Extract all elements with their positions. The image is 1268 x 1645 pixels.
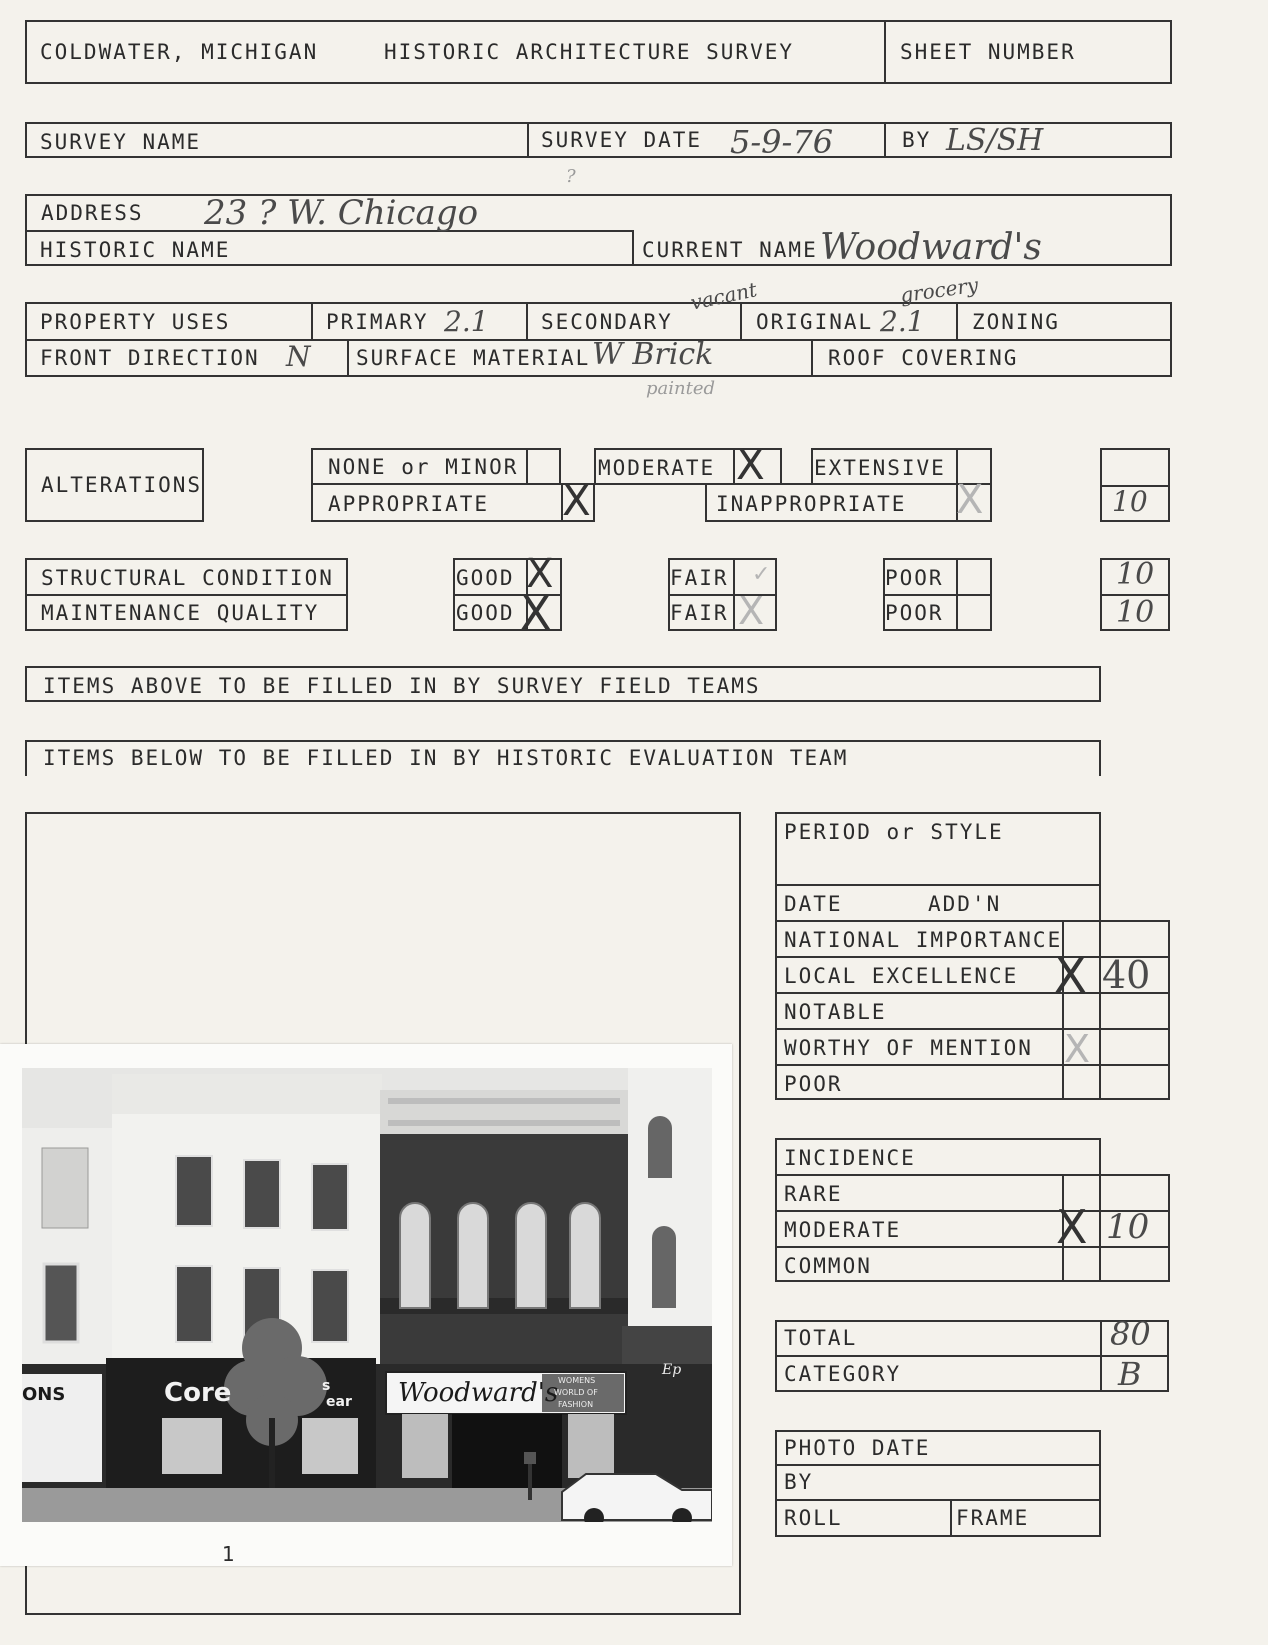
eval-score-div xyxy=(1168,920,1170,1100)
frame-label: FRAME xyxy=(956,1506,1030,1530)
primary-value: 2.1 xyxy=(444,305,489,338)
photo-info-div xyxy=(950,1499,952,1537)
structural-good-mark: X xyxy=(526,551,554,597)
poor-label-2: POOR xyxy=(885,601,944,625)
surface-material-label: SURFACE MATERIAL xyxy=(356,346,591,370)
maintenance-fair-mark: X xyxy=(738,589,765,633)
above-note: ITEMS ABOVE TO BE FILLED IN BY SURVEY FIELD TEAMS xyxy=(43,674,761,698)
city-label: COLDWATER, MICHIGAN xyxy=(40,40,319,64)
incidence-label: INCIDENCE xyxy=(784,1146,916,1170)
primary-label: PRIMARY xyxy=(326,310,429,334)
survey-divider-1 xyxy=(527,122,529,158)
appropriate-label: APPROPRIATE xyxy=(328,492,490,516)
wear-sign-2: ear xyxy=(326,1394,352,1410)
surface-material-note: painted xyxy=(646,378,716,399)
eval-line-1 xyxy=(775,884,1101,886)
worthy-label: WORTHY OF MENTION xyxy=(784,1036,1033,1060)
none-minor-label: NONE or MINOR xyxy=(328,455,519,479)
eval-line-7 xyxy=(1062,1098,1169,1100)
eval-line-6 xyxy=(775,1064,1169,1066)
sheet-number-label: SHEET NUMBER xyxy=(900,40,1076,64)
structural-condition-label: STRUCTURAL CONDITION xyxy=(41,566,334,590)
roof-covering-label: ROOF COVERING xyxy=(828,346,1019,370)
photo-date-label: PHOTO DATE xyxy=(784,1436,931,1460)
category-value: B xyxy=(1118,1355,1142,1393)
local-excellence-mark: X xyxy=(1054,948,1087,1004)
photo-number: 1 xyxy=(222,1542,235,1566)
form-title: HISTORIC ARCHITECTURE SURVEY xyxy=(384,40,795,64)
survey-divider-2 xyxy=(884,122,886,158)
maintenance-quality-label: MAINTENANCE QUALITY xyxy=(41,601,320,625)
property-div-3 xyxy=(740,302,742,339)
incidence-line-1 xyxy=(775,1174,1169,1176)
local-excellence-score: 40 xyxy=(1102,953,1151,997)
extensive-label: EXTENSIVE xyxy=(814,456,946,480)
notable-label: NOTABLE xyxy=(784,1000,887,1024)
property-div-6 xyxy=(811,339,813,377)
category-label: CATEGORY xyxy=(784,1362,902,1386)
structural-score: 10 xyxy=(1116,557,1155,592)
survey-by-label: BY xyxy=(902,128,932,152)
address-value: 23 ? W. Chicago xyxy=(204,193,479,233)
survey-date-value: 5-9-76 xyxy=(730,123,834,161)
incidence-score-div xyxy=(1168,1174,1170,1282)
zoning-label: ZONING xyxy=(972,310,1060,334)
current-name-label: CURRENT NAME xyxy=(642,238,818,262)
addn-label: ADD'N xyxy=(928,892,1002,916)
eval-line-2 xyxy=(775,920,1169,922)
photo-by-label: BY xyxy=(784,1470,814,1494)
poor-label-1: POOR xyxy=(885,566,944,590)
period-style-label: PERIOD or STYLE xyxy=(784,820,1004,844)
secondary-label: SECONDARY xyxy=(541,310,673,334)
none-minor-check-div xyxy=(526,448,528,485)
alterations-label: ALTERATIONS xyxy=(41,473,203,497)
ons-sign: ONS xyxy=(22,1384,66,1405)
maintenance-good-mark: X xyxy=(520,586,552,640)
original-label: ORIGINAL xyxy=(756,310,874,334)
condition-label-line xyxy=(25,594,348,596)
woodwards-sign: Woodward's xyxy=(398,1378,559,1408)
moderate-check-div xyxy=(733,448,735,485)
moderate-mark: X xyxy=(736,440,765,489)
incidence-moderate-mark: X xyxy=(1056,1200,1088,1254)
roll-label: ROLL xyxy=(784,1506,843,1530)
property-uses-label: PROPERTY USES xyxy=(40,310,231,334)
poor-line xyxy=(883,594,992,596)
appropriate-mark: X xyxy=(562,476,591,525)
wear-sign-1: s xyxy=(322,1378,331,1394)
original-note: grocery xyxy=(898,272,980,308)
fair-label-1: FAIR xyxy=(670,566,729,590)
incidence-moderate-label: MODERATE xyxy=(784,1218,902,1242)
womens-sign-3: FASHION xyxy=(558,1400,594,1409)
common-label: COMMON xyxy=(784,1254,872,1278)
structural-fair-check: ✓ xyxy=(752,562,771,587)
inappropriate-mark: X xyxy=(956,477,984,523)
national-importance-label: NATIONAL IMPORTANCE xyxy=(784,928,1063,952)
eval-poor-label: POOR xyxy=(784,1072,843,1096)
date-label: DATE xyxy=(784,892,843,916)
property-div-5 xyxy=(347,339,349,377)
fair-check-div xyxy=(733,558,735,631)
question-mark: ? xyxy=(566,166,576,187)
property-div-4 xyxy=(956,302,958,339)
good-label-1: GOOD xyxy=(456,566,515,590)
eval-line-5 xyxy=(775,1028,1169,1030)
eval-check-div xyxy=(1062,920,1064,1100)
original-value: 2.1 xyxy=(880,305,925,338)
incidence-line-4 xyxy=(1100,1280,1169,1282)
photo-scene xyxy=(22,1068,712,1522)
current-name-value: Woodward's xyxy=(820,227,1042,268)
secondary-value: vacant xyxy=(688,277,760,315)
survey-by-value: LS/SH xyxy=(946,123,1044,158)
address-label: ADDRESS xyxy=(41,201,144,225)
front-direction-label: FRONT DIRECTION xyxy=(40,346,260,370)
fair-label-2: FAIR xyxy=(670,601,729,625)
poor-check-div xyxy=(956,558,958,631)
survey-date-label: SURVEY DATE xyxy=(541,128,703,152)
inappropriate-label: INAPPROPRIATE xyxy=(716,492,907,516)
good-label-2: GOOD xyxy=(456,601,515,625)
local-excellence-label: LOCAL EXCELLENCE xyxy=(784,964,1019,988)
survey-name-label: SURVEY NAME xyxy=(40,130,202,154)
rare-label: RARE xyxy=(784,1182,843,1206)
building-photograph xyxy=(0,1044,732,1566)
property-div-2 xyxy=(526,302,528,339)
property-div-1 xyxy=(311,302,313,339)
maintenance-score: 10 xyxy=(1116,595,1155,630)
storefront-illustration xyxy=(22,1068,712,1522)
totals-line xyxy=(775,1355,1169,1357)
photo-info-line-2 xyxy=(775,1499,1101,1501)
total-value: 80 xyxy=(1110,1315,1151,1353)
below-note: ITEMS BELOW TO BE FILLED IN BY HISTORIC EVALUATION TEAM xyxy=(43,746,849,770)
historic-name-label: HISTORIC NAME xyxy=(40,238,231,262)
totals-div xyxy=(1100,1320,1102,1392)
photo-info-line-1 xyxy=(775,1464,1101,1466)
moderate-label: MODERATE xyxy=(598,456,716,480)
front-direction-value: N xyxy=(286,340,311,373)
worthy-mark: X xyxy=(1064,1027,1091,1071)
corea-sign: Core xyxy=(164,1378,232,1408)
header-divider xyxy=(884,20,886,84)
address-divider xyxy=(632,230,634,266)
alterations-score: 10 xyxy=(1112,485,1148,518)
surface-material-value: W Brick xyxy=(592,337,714,372)
womens-sign-2: WORLD OF xyxy=(554,1388,598,1397)
womens-sign-1: WOMENS xyxy=(558,1376,596,1385)
incidence-moderate-score: 10 xyxy=(1106,1207,1150,1247)
total-label: TOTAL xyxy=(784,1326,858,1350)
right-store-sign: Ep xyxy=(662,1362,682,1378)
